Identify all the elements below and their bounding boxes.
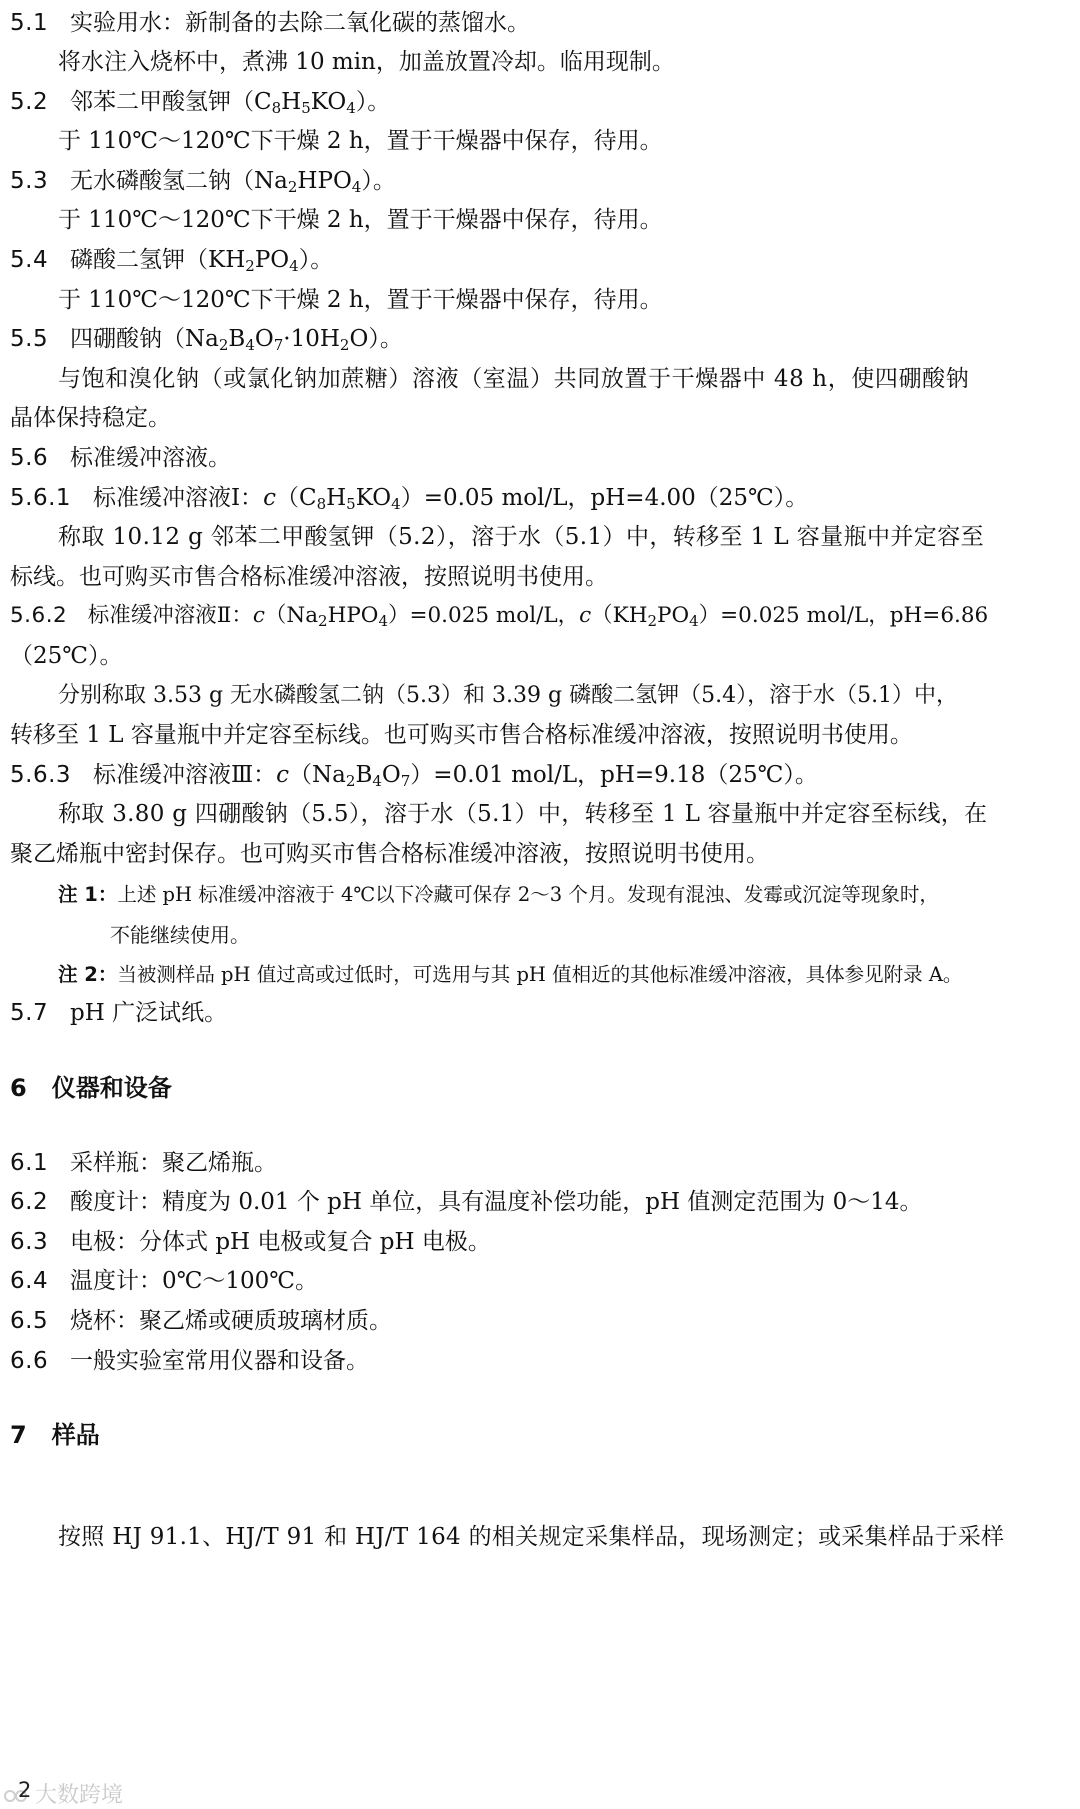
- clause-5-6-1-body: 称取 10.12 g 邻苯二甲酸氢钾（5.2），溶于水（5.1）中，转移至 1 L 容量瓶中并定容至: [58, 524, 984, 550]
- clause-5-4-body: 于 110℃～120℃下干燥 2 h，置于干燥器中保存，待用。: [58, 287, 663, 313]
- note-1: 注 1：上述 pH 标准缓冲溶液于 4℃以下冷藏可保存 2～3 个月。发现有混浊、发霉或沉淀等现象时，: [58, 883, 939, 906]
- clause-5-5-body: 与饱和溴化钠（或氯化钠加蔗糖）溶液（室温）共同放置于干燥器中 48 h，使四硼酸钠: [58, 366, 970, 392]
- clause-5-3-body: 于 110℃～120℃下干燥 2 h，置于干燥器中保存，待用。: [58, 207, 663, 233]
- clause-5-6-2-body-cont: 转移至 1 L 容量瓶中并定容至标线。也可购买市售合格标准缓冲溶液，按照说明书使用。: [10, 722, 913, 748]
- note-2: 注 2：当被测样品 pH 值过高或过低时，可选用与其 pH 值相近的其他标准缓冲溶液，具体参见附录 A。: [58, 963, 963, 986]
- clause-5-6-3: 5.6.3 标准缓冲溶液Ⅲ：$c(Na_2B_4O_7)=0.01$ mol/L，pH=9.18（25℃）。: [10, 762, 818, 790]
- clause-6-6: 6.6 一般实验室常用仪器和设备。: [10, 1348, 370, 1374]
- clause-5-6-1-body-cont: 标线。也可购买市售合格标准缓冲溶液，按照说明书使用。: [10, 564, 608, 590]
- clause-5-4: 5.4 磷酸二氢钾$(KH_2PO_4)$。: [10, 247, 334, 275]
- clause-5-7: 5.7 pH 广泛试纸。: [10, 1000, 228, 1026]
- page-number: 2: [18, 1778, 32, 1802]
- clause-5-1: 5.1 实验用水：新制备的去除二氧化碳的蒸馏水。: [10, 10, 531, 36]
- section-6-heading: 6 仪器和设备: [10, 1074, 172, 1102]
- clause-5-6-2-cont: （25℃）。: [10, 643, 123, 669]
- note-1-cont: 不能继续使用。: [110, 923, 250, 947]
- watermark: 大数跨境: [4, 1778, 123, 1809]
- clause-5-6-2: 5.6.2 标准缓冲溶液Ⅱ：$c(Na_2HPO_4)=0.025$ mol/L，$c(KH_2PO_4)=0.025$ mol/L，pH=6.86: [10, 603, 989, 630]
- clause-5-5: 5.5 四硼酸钠$(Na_2B_4O_7\cdot 10H_2O)$。: [10, 326, 403, 354]
- clause-5-6-2-body: 分别称取 3.53 g 无水磷酸氢二钠（5.3）和 3.39 g 磷酸二氢钾（5.4），溶于水（5.1）中，: [58, 683, 959, 708]
- clause-5-2: 5.2 邻苯二甲酸氢钾$(C_8H_5KO_4)$。: [10, 89, 391, 117]
- clause-6-3: 6.3 电极：分体式 pH 电极或复合 pH 电极。: [10, 1229, 491, 1255]
- clause-5-6-1: 5.6.1 标准缓冲溶液Ⅰ：$c(C_8H_5KO_4)=0.05$ mol/L，pH=4.00（25℃）。: [10, 485, 809, 513]
- clause-6-1: 6.1 采样瓶：聚乙烯瓶。: [10, 1150, 278, 1176]
- clause-6-2: 6.2 酸度计：精度为 0.01 个 pH 单位，具有温度补偿功能，pH 值测定范围为 0～14。: [10, 1189, 923, 1215]
- clause-5-6: 5.6 标准缓冲溶液。: [10, 445, 232, 471]
- clause-5-2-body: 于 110℃～120℃下干燥 2 h，置于干燥器中保存，待用。: [58, 128, 663, 154]
- clause-5-3: 5.3 无水磷酸氢二钠$(Na_2HPO_4)$。: [10, 168, 396, 196]
- clause-5-5-body-cont: 晶体保持稳定。: [10, 405, 171, 431]
- clause-7-body: 按照 HJ 91.1、HJ/T 91 和 HJ/T 164 的相关规定采集样品，现场测定；或采集样品于采样: [58, 1524, 1005, 1550]
- section-7-heading: 7 样品: [10, 1421, 100, 1449]
- clause-6-4: 6.4 温度计：0℃～100℃。: [10, 1268, 319, 1294]
- clause-5-1-body: 将水注入烧杯中，煮沸 10 min，加盖放置冷却。临用现制。: [58, 49, 675, 75]
- clause-5-6-3-body: 称取 3.80 g 四硼酸钠（5.5），溶于水（5.1）中，转移至 1 L 容量瓶中并定容至标线，在: [58, 801, 988, 827]
- clause-5-6-3-body-cont: 聚乙烯瓶中密封保存。也可购买市售合格标准缓冲溶液，按照说明书使用。: [10, 841, 769, 867]
- clause-6-5: 6.5 烧杯：聚乙烯或硬质玻璃材质。: [10, 1308, 393, 1334]
